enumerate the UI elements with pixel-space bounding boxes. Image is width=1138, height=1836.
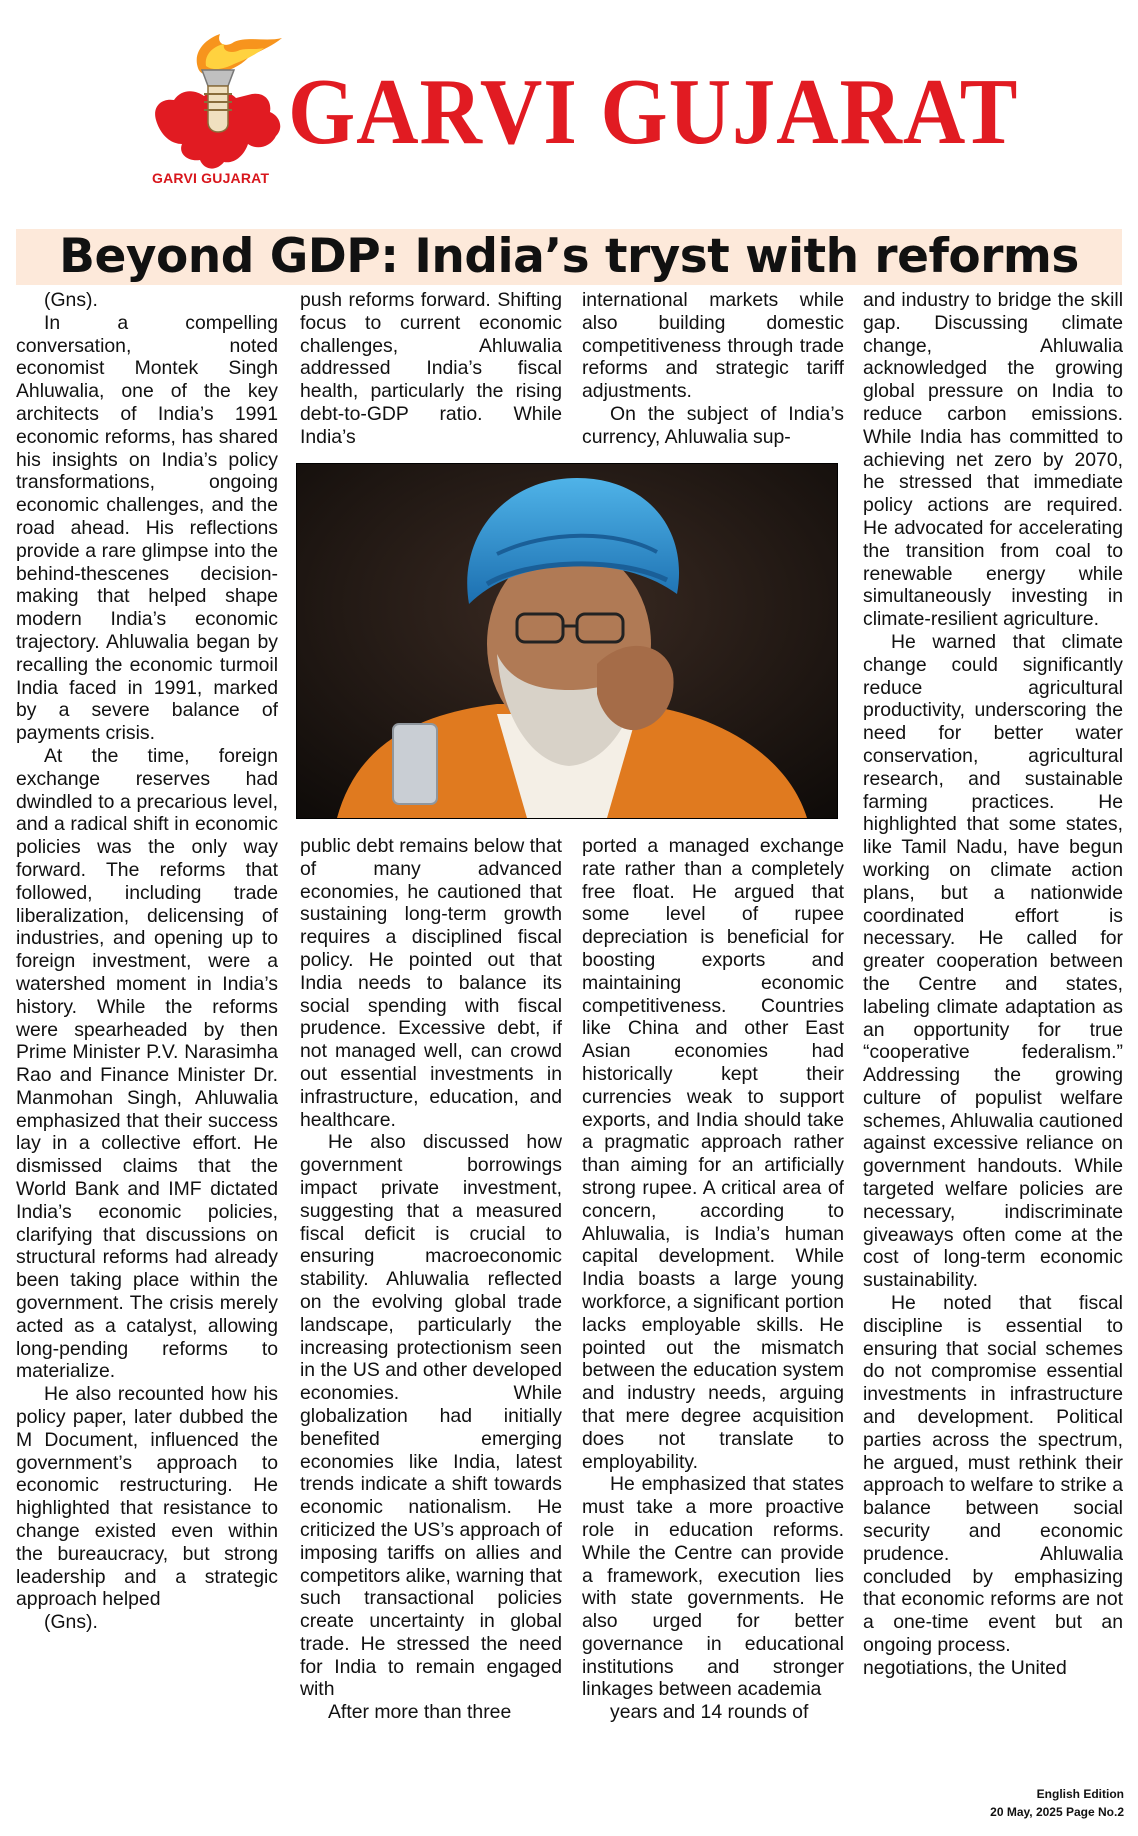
paragraph: (Gns). [44, 289, 98, 311]
paragraph: negotiations, the United [863, 1656, 1067, 1679]
paragraph: On the subject of India’s currency, Ahluwalia sup- [582, 402, 844, 448]
paragraph: years and 14 rounds of [610, 1701, 809, 1724]
paragraph: He warned that climate change could significantly reduce agricultural productivity, underscoring the need for better water conservation, agricultural research, and sustainable farming practices. He highlighted that some states, like Tamil Nadu, have begun working on climate action plans, but a nationwide coordinated effort is necessary. He called for greater cooperation between the Centre and states, labeling climate adaptation as an opportunity for true “cooperative federalism.” Addressing the growing culture of populist welfare schemes, Ahluwalia cautioned against excessive reliance on government handouts. While targeted welfare policies are necessary, indiscriminate giveaways often come at the cost of long-term economic sustainability. [863, 630, 1123, 1292]
article-column-3-top [582, 289, 844, 449]
paragraph: (Gns). [44, 1611, 98, 1634]
article-headline: Beyond GDP: India’s tryst with reforms [59, 229, 1079, 284]
newspaper-brand: GARVI GUJARAT [288, 60, 1019, 164]
paragraph: He noted that fiscal discipline is essential to ensuring that social schemes do not compromise essential investments in infrastructure and development. Political parties across the spectrum, he argued, must rethink their approach to welfare to strike a balance between social security and economic prudence. Ahluwalia concluded by emphasizing that economic reforms are not a one-time event but an ongoing process. [863, 1292, 1123, 1657]
date-page-label: 20 May, 2025 Page No.2 [990, 1805, 1124, 1819]
article-column-2-bottom [300, 835, 562, 1780]
paragraph: He emphasized that states must take a more proactive role in education reforms. While the Centre can provide a framework, execution lies with state governments. He also urged for better governance in educational institutions and stronger linkages between academia [582, 1473, 844, 1701]
portrait-image [297, 464, 837, 818]
paragraph: At the time, foreign exchange reserves had dwindled to a precarious level, and a radical shift in economic policies was the only way forward. The reforms that followed, including trade liberalization, delicensing of industries, and opening up to foreign investment, were a watershed moment in India’s history. While the reforms were spearheaded by then Prime Minister P.V. Narasimha Rao and Finance Minister Dr. Manmohan Singh, Ahluwalia emphasized that their success lay in a collective effort. He dismissed claims that the World Bank and IMF dictated India’s economic policies, clarifying that discussions on structural reforms had already been taking place within the government. The crisis merely acted as a catalyst, allowing long-pending reforms to materialize. [16, 744, 278, 1383]
torch-map-logo [148, 28, 308, 190]
paragraph: After more than three [328, 1701, 512, 1724]
article-column-4 [863, 289, 1123, 1777]
headline-bar [16, 229, 1122, 285]
paragraph: and industry to bridge the skill gap. Discussing climate change, Ahluwalia acknowledged the growing global pressure on India to reduce carbon emissions. While India has committed to achieving net zero by 2070, he stressed that immediate policy actions are required. He advocated for accelerating the transition from coal to renewable energy while simultaneously investing in climate-resilient agriculture. [863, 289, 1123, 631]
page-footer [990, 1785, 1124, 1821]
paragraph: push reforms forward. Shifting focus to current economic challenges, Ahluwalia addressed India’s fiscal health, particularly the rising debt-to-GDP ratio. While India’s [300, 289, 562, 448]
paragraph: In a compelling conversation, noted economist Montek Singh Ahluwalia, one of the key architects of India’s 1991 economic reforms, has shared his insights on India’s policy transformations, ongoing economic challenges, and the road ahead. His reflections provide a rare glimpse into the behind-thescenes decision-making that helped shape modern India’s economic trajectory. Ahluwalia began by recalling the economic turmoil India faced in 1991, marked by a severe balance of payments crisis. [16, 311, 278, 745]
paragraph: He also recounted how his policy paper, later dubbed the M Document, influenced the government’s approach to economic restructuring. He highlighted that resistance to change existed even within the bureaucracy, but strong leadership and a strategic approach helped [16, 1383, 278, 1611]
article-column-1 [16, 289, 278, 1777]
article-photo [296, 463, 838, 819]
paragraph: public debt remains below that of many advanced economies, he cautioned that sustaining long-term growth requires a disciplined fiscal policy. He pointed out that India needs to balance its social spending with fiscal prudence. Excessive debt, if not managed well, can crowd out essential investments in infrastructure, education, and healthcare. [300, 835, 562, 1131]
article-column-2-top [300, 289, 562, 449]
paragraph: international markets while also building domestic competitiveness through trade reforms and strategic tariff adjustments. [582, 289, 844, 403]
edition-label: English Edition [1036, 1787, 1124, 1801]
paragraph: ported a managed exchange rate rather than a completely free float. He argued that some level of rupee depreciation is beneficial for boosting exports and maintaining economic competitiveness. Countries like China and other East Asian economies had historically kept their currencies weak to support exports, and India should take a pragmatic approach rather than aiming for an artificially strong rupee. A critical area of concern, according to Ahluwalia, is India’s human capital development. While India boasts a large young workforce, a significant portion lacks employable skills. He pointed out the mismatch between the education system and industry needs, arguing that mere degree acquisition does not translate to employability. [582, 835, 844, 1473]
article-column-3-bottom [582, 835, 844, 1780]
masthead [0, 0, 1138, 225]
paragraph: He also discussed how government borrowings impact private investment, suggesting that a measured fiscal deficit is crucial to ensuring macroeconomic stability. Ahluwalia reflected on the evolving global trade landscape, particularly the increasing protectionism seen in the US and other developed economies. While globalization had initially benefited emerging economies like India, latest trends indicate a shift towards economic nationalism. He criticized the US’s approach of imposing tariffs on allies and competitors alike, warning that such transactional policies create uncertainty in global trade. He stressed the need for India to remain engaged with [300, 1131, 562, 1701]
logo-caption: GARVI GUJARAT [152, 170, 270, 186]
